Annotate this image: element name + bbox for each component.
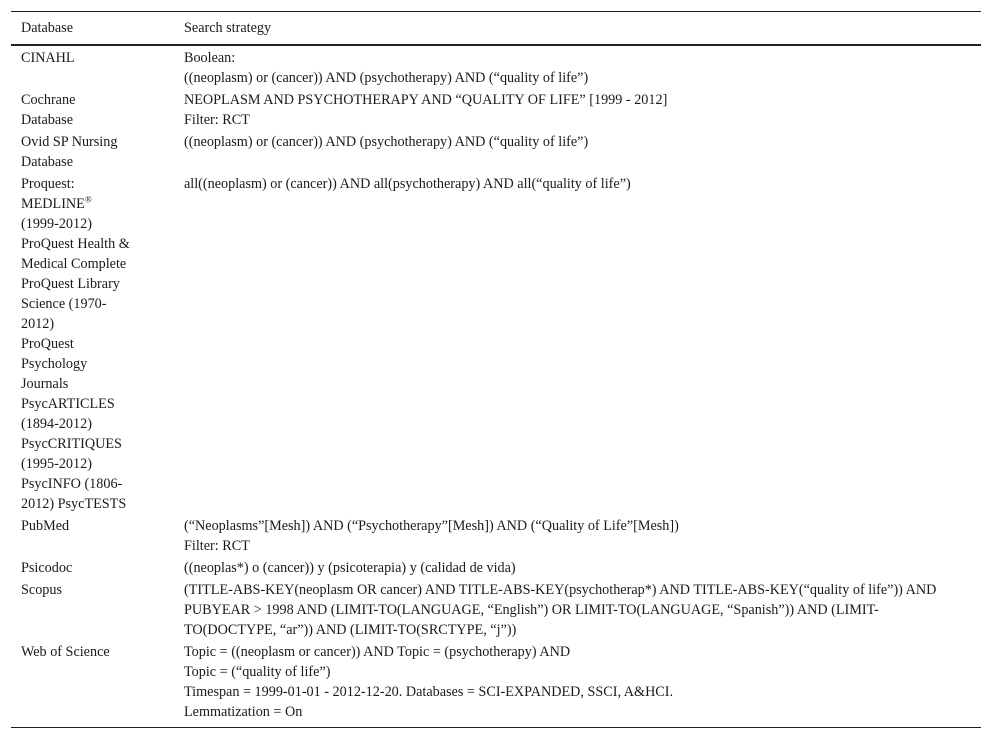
database-cell: Cochrane Database — [21, 92, 76, 128]
table-row — [11, 579, 981, 641]
registered-mark: ® — [84, 194, 92, 205]
table-header — [11, 12, 981, 46]
database-name-part: Proquest: MEDLINE — [21, 176, 85, 212]
database-cell: PubMed — [21, 518, 70, 534]
header-search-strategy: Search strategy — [184, 20, 272, 36]
database-cell — [11, 173, 174, 515]
strategy-cell: all((neoplasm) or (cancer)) AND all(psychotherapy) AND all(“quality of life”) — [184, 176, 631, 192]
database-cell: Web of Science — [21, 644, 110, 660]
strategy-cell: ((neoplas*) o (cancer)) y (psicoterapia) y (calidad de vida) — [184, 560, 516, 576]
header-database: Database — [21, 20, 73, 36]
table-row — [11, 557, 981, 579]
strategy-cell: Topic = ((neoplasm or cancer)) AND Topic = (psychotherapy) AND Topic = (“quality of life”) Timespan = 1999-01-01 - 2012-12-20. Databases = SCI-EXPANDED, SSCI, A&HCI. Lemmatization = On — [184, 644, 674, 720]
database-cell: Ovid SP Nursing Database — [21, 134, 118, 170]
table-row — [11, 89, 981, 131]
search-strategy-table — [11, 11, 981, 728]
database-cell: CINAHL — [21, 50, 75, 66]
table-row — [11, 515, 981, 557]
database-name-part: (1999-2012) ProQuest Health & Medical Complete ProQuest Library Science (1970- 2012) ProQuest Psychology Journals PsycARTICLES (1894-2012) PsycCRITIQUES (1995-2012) PsycINFO (1806- 2012) PsycTESTS — [21, 216, 130, 512]
database-cell: Scopus — [21, 582, 62, 598]
strategy-cell: (TITLE-ABS-KEY(neoplasm OR cancer) AND TITLE-ABS-KEY(psychotherap*) AND TITLE-ABS-KEY(“quality of life”)) AND PUBYEAR > 1998 AND (LIMIT-TO(LANGUAGE, “English”) OR LIMIT-TO(LANGUAGE, “Spanish”)) AND (LIMIT-TO(DOCTYPE, “ar”)) AND (LIMIT-TO(SRCTYPE, “j”)) — [184, 582, 937, 638]
header-row — [11, 12, 981, 46]
strategy-cell: ((neoplasm) or (cancer)) AND (psychotherapy) AND (“quality of life”) — [184, 134, 589, 150]
table-body — [11, 45, 981, 728]
table-row — [11, 45, 981, 89]
database-cell: Psicodoc — [21, 560, 73, 576]
table-row — [11, 173, 981, 515]
table-row — [11, 641, 981, 728]
strategy-cell: (“Neoplasms”[Mesh]) AND (“Psychotherapy”[Mesh]) AND (“Quality of Life”[Mesh]) Filter: RCT — [184, 518, 679, 554]
strategy-cell: Boolean: ((neoplasm) or (cancer)) AND (psychotherapy) AND (“quality of life”) — [184, 50, 589, 86]
strategy-cell: NEOPLASM AND PSYCHOTHERAPY AND “QUALITY OF LIFE” [1999 - 2012] Filter: RCT — [184, 92, 668, 128]
table-row — [11, 131, 981, 173]
search-strategy-table-container — [11, 11, 981, 728]
